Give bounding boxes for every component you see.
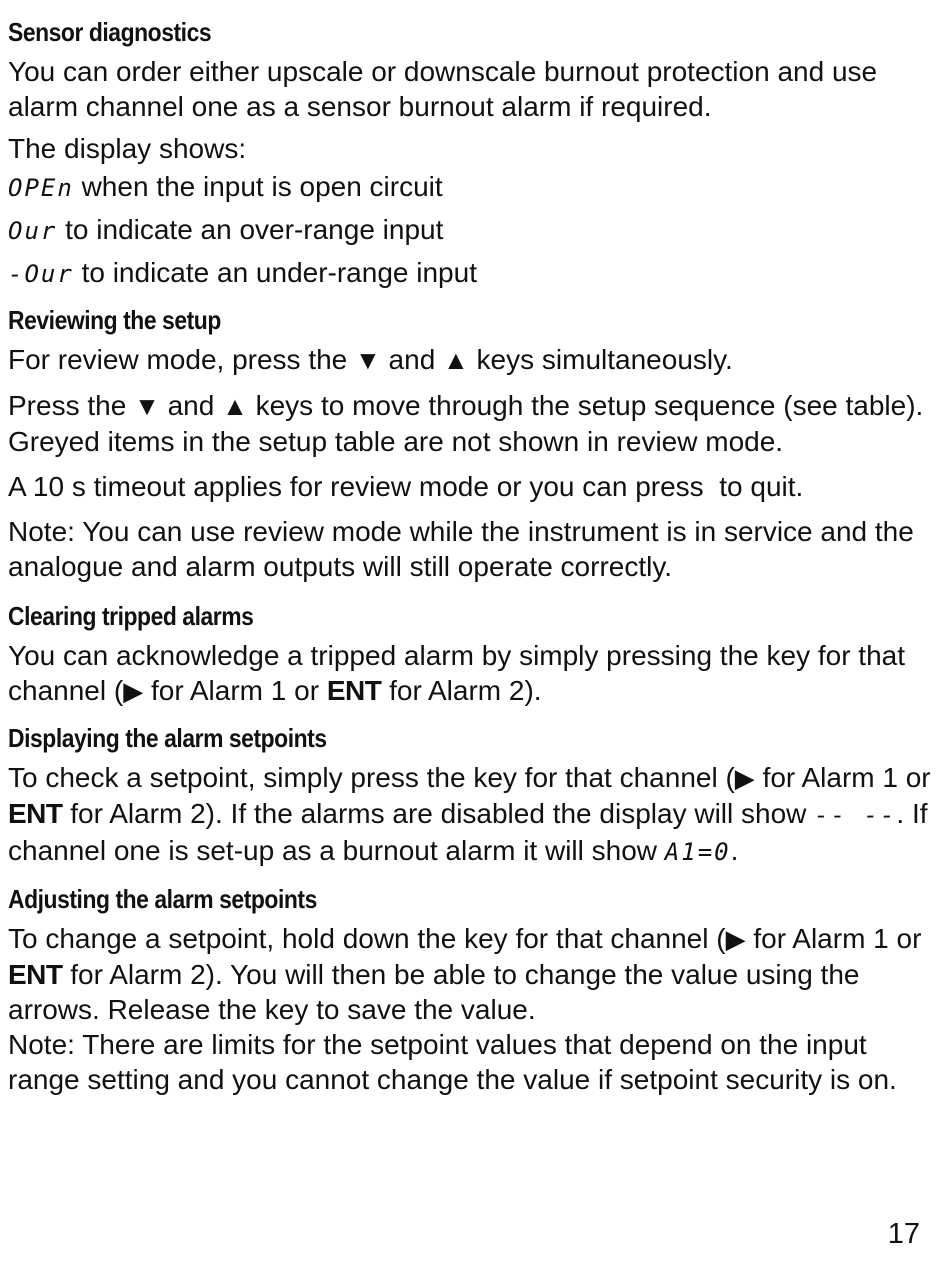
segment-code-over: Our (8, 217, 58, 245)
review-paragraph-1 (8, 342, 942, 378)
section-adjusting-setpoints (8, 877, 942, 1097)
text-run: . If channel one is set-up as a burnout alarm it will show (8, 798, 928, 866)
heading-displaying-setpoints: Displaying the alarm setpoints (8, 723, 327, 753)
review-paragraph-2 (8, 388, 942, 459)
text-run: for Alarm 1 or (745, 923, 922, 954)
display-item-text: when the input is open circuit (73, 171, 443, 202)
section-displaying-setpoints (8, 716, 942, 870)
clearing-paragraph (8, 638, 942, 709)
right-arrow-key-icon: ▶ (725, 924, 746, 954)
page-number: 17 (887, 1218, 920, 1250)
text-run: for Alarm 1 or (754, 762, 931, 793)
display-item-over-range (8, 209, 942, 252)
review-note: Note: You can use review mode while the instrument is in service and the analogue and alarm outputs will still operate correctly. (8, 516, 914, 582)
text-run: for Alarm 2). You will then be able to change the value using the arrows. Release the key to save the value. (8, 959, 860, 1025)
adjust-paragraph (8, 921, 942, 1027)
segment-code-a1: A1=0 (664, 838, 731, 866)
text-run: for Alarm 2). If the alarms are disabled the display will show (62, 798, 815, 829)
down-arrow-key-icon: ▼ (134, 391, 160, 421)
down-arrow-key-icon: ▼ (355, 345, 381, 375)
text-run: To check a setpoint, simply press the key for that channel ( (8, 762, 735, 793)
text-run: keys simultaneously. (468, 344, 733, 375)
text-run: . (730, 835, 739, 866)
heading-clearing-alarms: Clearing tripped alarms (8, 601, 254, 631)
sensor-paragraph-1: You can order either upscale or downscale burnout protection and use alarm channel one as a sensor burnout alarm if required. (8, 56, 878, 122)
section-reviewing-setup (8, 298, 942, 584)
text-run: for Alarm 2). (381, 675, 542, 706)
heading-reviewing-setup: Reviewing the setup (8, 305, 221, 335)
heading-adjusting-setpoints: Adjusting the alarm setpoints (8, 884, 317, 914)
text-run: For review mode, press the (8, 344, 356, 375)
ent-key-label: ENT (326, 675, 382, 706)
ent-key-label: ENT (8, 798, 63, 829)
adjust-note: Note: There are limits for the setpoint values that depend on the input range setting and you cannot change the value if setpoint security is on. (8, 1029, 897, 1095)
display-item-text: to indicate an over-range input (57, 214, 444, 245)
display-item-open (8, 166, 942, 209)
text-run: and (159, 390, 223, 421)
text-run: and (380, 344, 444, 375)
ent-key-label: ENT (8, 959, 63, 990)
text-run: Press the (8, 390, 135, 421)
heading-sensor-diagnostics: Sensor diagnostics (8, 17, 212, 47)
text-run: for Alarm 1 or (143, 675, 327, 706)
segment-dashes: -- -- (814, 801, 897, 829)
up-arrow-key-icon: ▲ (222, 391, 248, 421)
review-paragraph-3: A 10 s timeout applies for review mode or you can press to quit. (8, 471, 804, 502)
up-arrow-key-icon: ▲ (443, 345, 469, 375)
section-sensor-diagnostics (8, 10, 942, 295)
display-item-under-range (8, 252, 942, 295)
segment-code-under: -Our (8, 260, 74, 288)
sensor-paragraph-2: The display shows: (8, 133, 247, 164)
display-paragraph (8, 760, 942, 870)
text-run: You can acknowledge a tripped alarm by simply pressing the key for that channel ( (8, 640, 906, 706)
segment-code-open: OPEn (8, 174, 74, 202)
right-arrow-key-icon: ▶ (734, 763, 755, 793)
display-item-text: to indicate an under-range input (73, 257, 477, 288)
text-run: To change a setpoint, hold down the key for that channel ( (8, 923, 726, 954)
section-clearing-alarms (8, 594, 942, 709)
right-arrow-key-icon: ▶ (123, 676, 144, 706)
text-run: keys to move through the setup sequence (see table). Greyed items in the setup table are not shown in review mode. (8, 390, 924, 457)
